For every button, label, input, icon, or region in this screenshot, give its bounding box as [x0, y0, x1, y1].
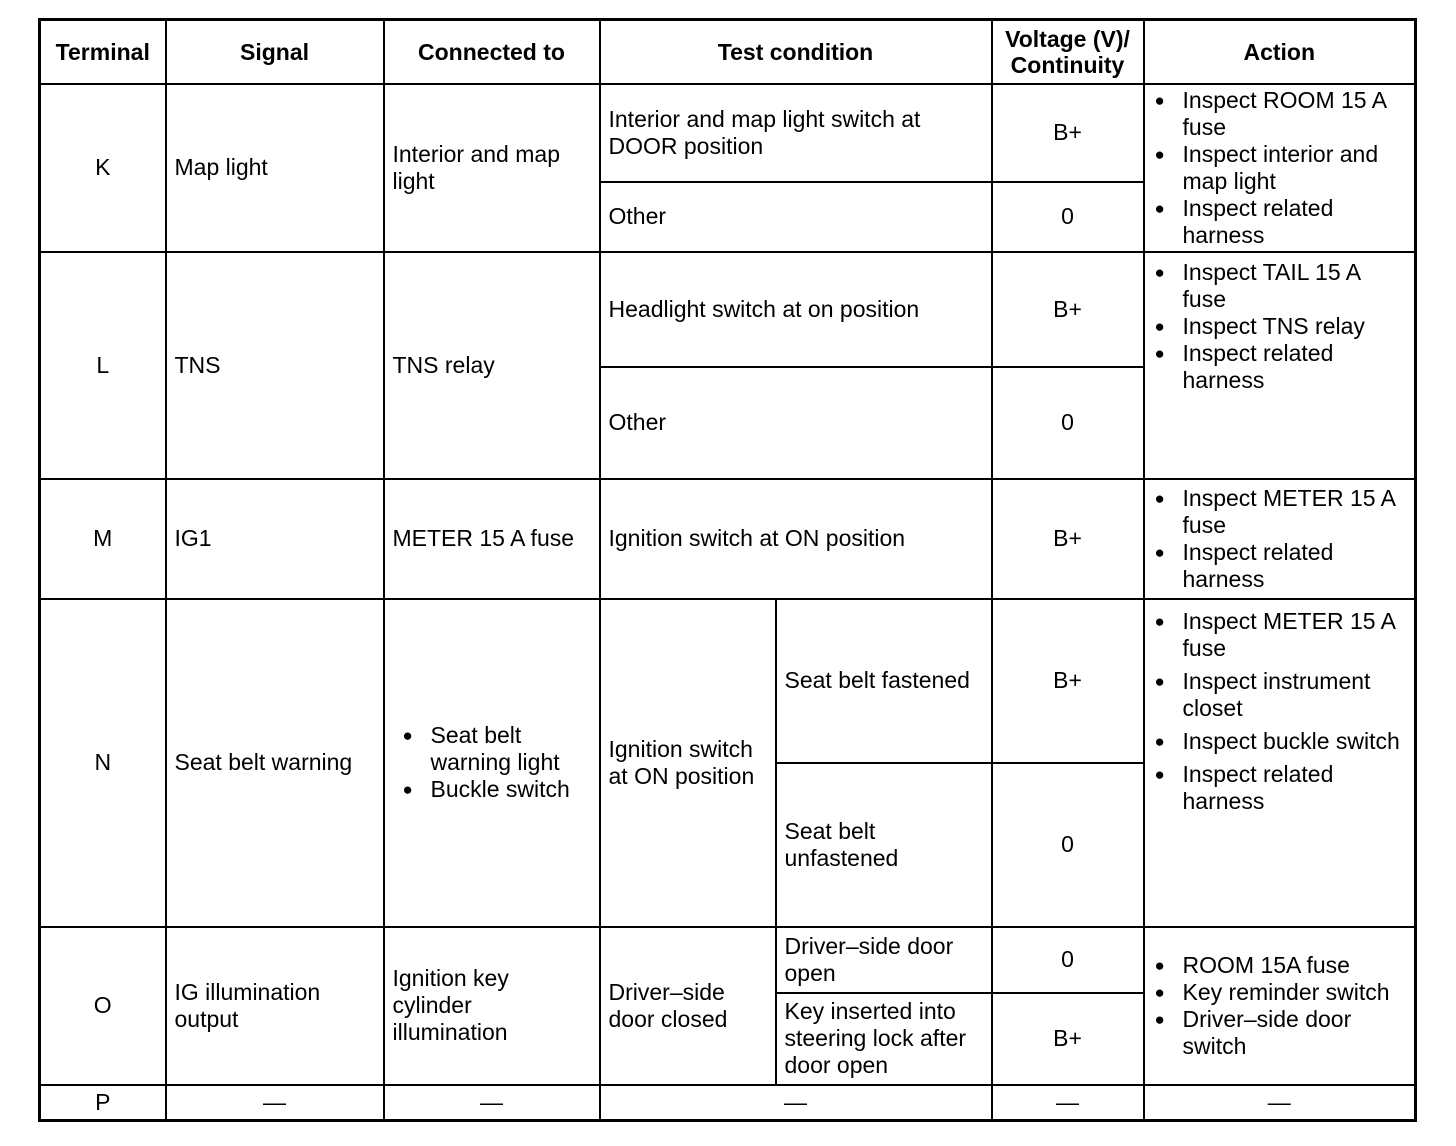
condition-o-2: Key inserted into steering lock after door open: [776, 993, 992, 1085]
condition-o-1: Driver–side door open: [776, 927, 992, 993]
voltage-k-2: 0: [992, 182, 1144, 252]
action-item: ● Inspect related harness: [1153, 539, 1407, 593]
action-item: ● Inspect instrument closet: [1153, 668, 1407, 722]
connected-l: TNS relay: [384, 252, 600, 479]
header-voltage: [992, 20, 1144, 84]
voltage-m: B+: [992, 479, 1144, 599]
voltage-o-2: B+: [992, 993, 1144, 1085]
action-item: ● Inspect interior and map light: [1153, 141, 1407, 195]
action-item: ● Inspect ROOM 15 A fuse: [1153, 87, 1407, 141]
signal-m: IG1: [166, 479, 384, 599]
header-connected-to: Connected to: [384, 20, 600, 84]
header-row: [40, 20, 1416, 84]
connected-n: [384, 599, 600, 927]
terminal-m: M: [40, 479, 166, 599]
connected-item: ● Buckle switch: [401, 776, 591, 803]
header-test-condition: Test condition: [600, 20, 992, 84]
action-list-n: [1153, 608, 1407, 815]
signal-n: Seat belt warning: [166, 599, 384, 927]
voltage-p: —: [992, 1085, 1144, 1121]
action-item: ● Inspect buckle switch: [1153, 728, 1407, 755]
condition-n-main: Ignition switch at ON position: [600, 599, 776, 927]
signal-k: Map light: [166, 84, 384, 252]
action-m: [1144, 479, 1416, 599]
voltage-n-2: 0: [992, 763, 1144, 927]
table-row-k: [40, 84, 1416, 182]
action-item: ● Inspect METER 15 A fuse: [1153, 608, 1407, 662]
condition-k-1: Interior and map light switch at DOOR position: [600, 84, 992, 182]
condition-o-main: Driver–side door closed: [600, 927, 776, 1085]
action-l: [1144, 252, 1416, 479]
action-item: ● Inspect TAIL 15 A fuse: [1153, 259, 1407, 313]
action-item: ● ROOM 15A fuse: [1153, 952, 1407, 979]
table-row-p: [40, 1085, 1416, 1121]
action-list-l: [1153, 259, 1407, 394]
table-row-m: [40, 479, 1416, 599]
condition-n-2: Seat belt unfastened: [776, 763, 992, 927]
terminal-o: O: [40, 927, 166, 1085]
action-list-m: [1153, 485, 1407, 593]
action-item: ● Driver–side door switch: [1153, 1006, 1407, 1060]
connected-k: Interior and map light: [384, 84, 600, 252]
action-item: ● Inspect related harness: [1153, 195, 1407, 249]
table-row-n: [40, 599, 1416, 763]
terminal-p: P: [40, 1085, 166, 1121]
action-item: ● Inspect related harness: [1153, 340, 1407, 394]
voltage-n-1: B+: [992, 599, 1144, 763]
connected-o: Ignition key cylinder illumination: [384, 927, 600, 1085]
header-voltage-line1: Voltage (V)/: [1005, 25, 1130, 52]
action-list-k: [1153, 87, 1407, 249]
header-terminal: Terminal: [40, 20, 166, 84]
signal-o: IG illumination output: [166, 927, 384, 1085]
voltage-l-2: 0: [992, 367, 1144, 479]
connected-list-n: [401, 722, 591, 803]
header-voltage-line2: Continuity: [1010, 51, 1125, 78]
action-n: [1144, 599, 1416, 927]
connected-p: —: [384, 1085, 600, 1121]
connected-m: METER 15 A fuse: [384, 479, 600, 599]
action-item: ● Inspect related harness: [1153, 761, 1407, 815]
action-item: ● Inspect METER 15 A fuse: [1153, 485, 1407, 539]
header-action: Action: [1144, 20, 1416, 84]
terminal-n: N: [40, 599, 166, 927]
header-signal: Signal: [166, 20, 384, 84]
action-o: [1144, 927, 1416, 1085]
voltage-o-1: 0: [992, 927, 1144, 993]
condition-n-1: Seat belt fastened: [776, 599, 992, 763]
terminal-inspection-table: [38, 18, 1417, 1122]
terminal-l: L: [40, 252, 166, 479]
signal-p: —: [166, 1085, 384, 1121]
action-item: ● Key reminder switch: [1153, 979, 1407, 1006]
voltage-k-1: B+: [992, 84, 1144, 182]
action-p: —: [1144, 1085, 1416, 1121]
table-row-o: [40, 927, 1416, 993]
condition-m: Ignition switch at ON position: [600, 479, 992, 599]
connected-item: ● Seat belt warning light: [401, 722, 591, 776]
table-row-l: [40, 252, 1416, 367]
condition-k-2: Other: [600, 182, 992, 252]
action-list-o: [1153, 952, 1407, 1060]
action-k: [1144, 84, 1416, 252]
condition-l-1: Headlight switch at on position: [600, 252, 992, 367]
action-item: ● Inspect TNS relay: [1153, 313, 1407, 340]
condition-l-2: Other: [600, 367, 992, 479]
terminal-k: K: [40, 84, 166, 252]
signal-l: TNS: [166, 252, 384, 479]
condition-p: —: [600, 1085, 992, 1121]
voltage-l-1: B+: [992, 252, 1144, 367]
